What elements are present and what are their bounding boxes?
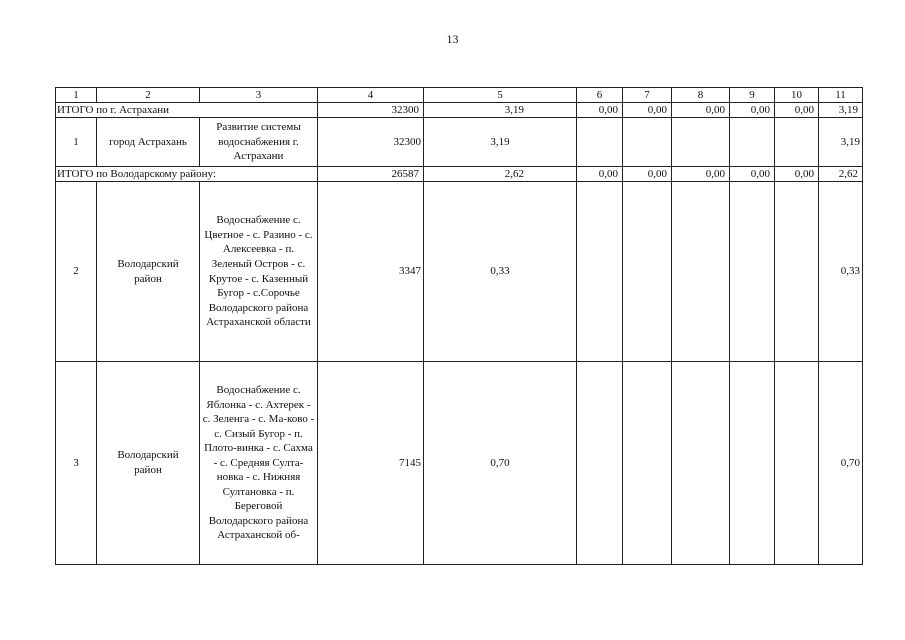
object-cell: Водоснабжение с. Цветное - с. Разино - с. Алексеевка - п. Зеленый Остров - с. Крутое - с. Казенный Бугор - с.Сорочье Володарского района Астраханской области: [200, 182, 318, 362]
place-cell: город Астрахань: [97, 118, 200, 167]
object-cell: Развитие системы водоснабжения г. Астрахани: [200, 118, 318, 167]
total-c9: 0,00: [730, 103, 775, 118]
empty-cell: [577, 118, 623, 167]
value-c4: 32300: [318, 118, 424, 167]
value-c11: 0,33: [819, 182, 863, 362]
empty-cell: [623, 362, 672, 565]
empty-cell: [775, 182, 819, 362]
column-header: 8: [672, 88, 730, 103]
column-header: 2: [97, 88, 200, 103]
total-c9: 0,00: [730, 167, 775, 182]
empty-cell: [623, 182, 672, 362]
value-c11: 0,70: [819, 362, 863, 565]
total-c6: 0,00: [577, 103, 623, 118]
column-header: 9: [730, 88, 775, 103]
total-c8: 0,00: [672, 167, 730, 182]
table-row: [56, 182, 863, 362]
place-cell: Володарский район: [97, 182, 200, 362]
total-c7: 0,00: [623, 167, 672, 182]
total-label: ИТОГО по Володарскому району:: [56, 167, 318, 182]
total-row-astrakhan: [56, 103, 863, 118]
page-number: 13: [446, 32, 459, 46]
empty-cell: [730, 362, 775, 565]
value-c5: 0,70: [424, 362, 577, 565]
total-c11: 2,62: [819, 167, 863, 182]
column-header: 7: [623, 88, 672, 103]
empty-cell: [775, 362, 819, 565]
total-c5: 3,19: [424, 103, 577, 118]
column-header: 1: [56, 88, 97, 103]
total-c7: 0,00: [623, 103, 672, 118]
empty-cell: [623, 118, 672, 167]
column-header: 6: [577, 88, 623, 103]
table-row: [56, 118, 863, 167]
empty-cell: [775, 118, 819, 167]
row-number: 1: [56, 118, 97, 167]
column-header: 10: [775, 88, 819, 103]
total-c4: 26587: [318, 167, 424, 182]
total-c10: 0,00: [775, 103, 819, 118]
column-header: 4: [318, 88, 424, 103]
total-c10: 0,00: [775, 167, 819, 182]
total-row-volodarsky: [56, 167, 863, 182]
row-number: 2: [56, 182, 97, 362]
total-c5: 2,62: [424, 167, 577, 182]
value-c11: 3,19: [819, 118, 863, 167]
total-label: ИТОГО по г. Астрахани: [56, 103, 318, 118]
empty-cell: [672, 182, 730, 362]
object-cell: Водоснабжение с. Яблонка - с. Ахтерек - с. Зеленга - с. Ма-ково - с. Сизый Бугор - п. Плото-винка - с. Сахма - с. Средняя Султа-новка - с. Нижняя Султановка - п. Береговой Володарского района Астраханской об-: [200, 362, 318, 565]
column-header: 11: [819, 88, 863, 103]
empty-cell: [577, 182, 623, 362]
empty-cell: [730, 182, 775, 362]
empty-cell: [730, 118, 775, 167]
value-c4: 3347: [318, 182, 424, 362]
empty-cell: [577, 362, 623, 565]
total-c6: 0,00: [577, 167, 623, 182]
value-c5: 0,33: [424, 182, 577, 362]
empty-cell: [672, 118, 730, 167]
table-row: [56, 362, 863, 565]
empty-cell: [672, 362, 730, 565]
place-cell: Володарский район: [97, 362, 200, 565]
total-c11: 3,19: [819, 103, 863, 118]
row-number: 3: [56, 362, 97, 565]
column-header: 5: [424, 88, 577, 103]
value-c5: 3,19: [424, 118, 577, 167]
data-table: [55, 87, 863, 565]
column-header: 3: [200, 88, 318, 103]
total-c8: 0,00: [672, 103, 730, 118]
value-c4: 7145: [318, 362, 424, 565]
total-c4: 32300: [318, 103, 424, 118]
column-number-row: [56, 88, 863, 103]
